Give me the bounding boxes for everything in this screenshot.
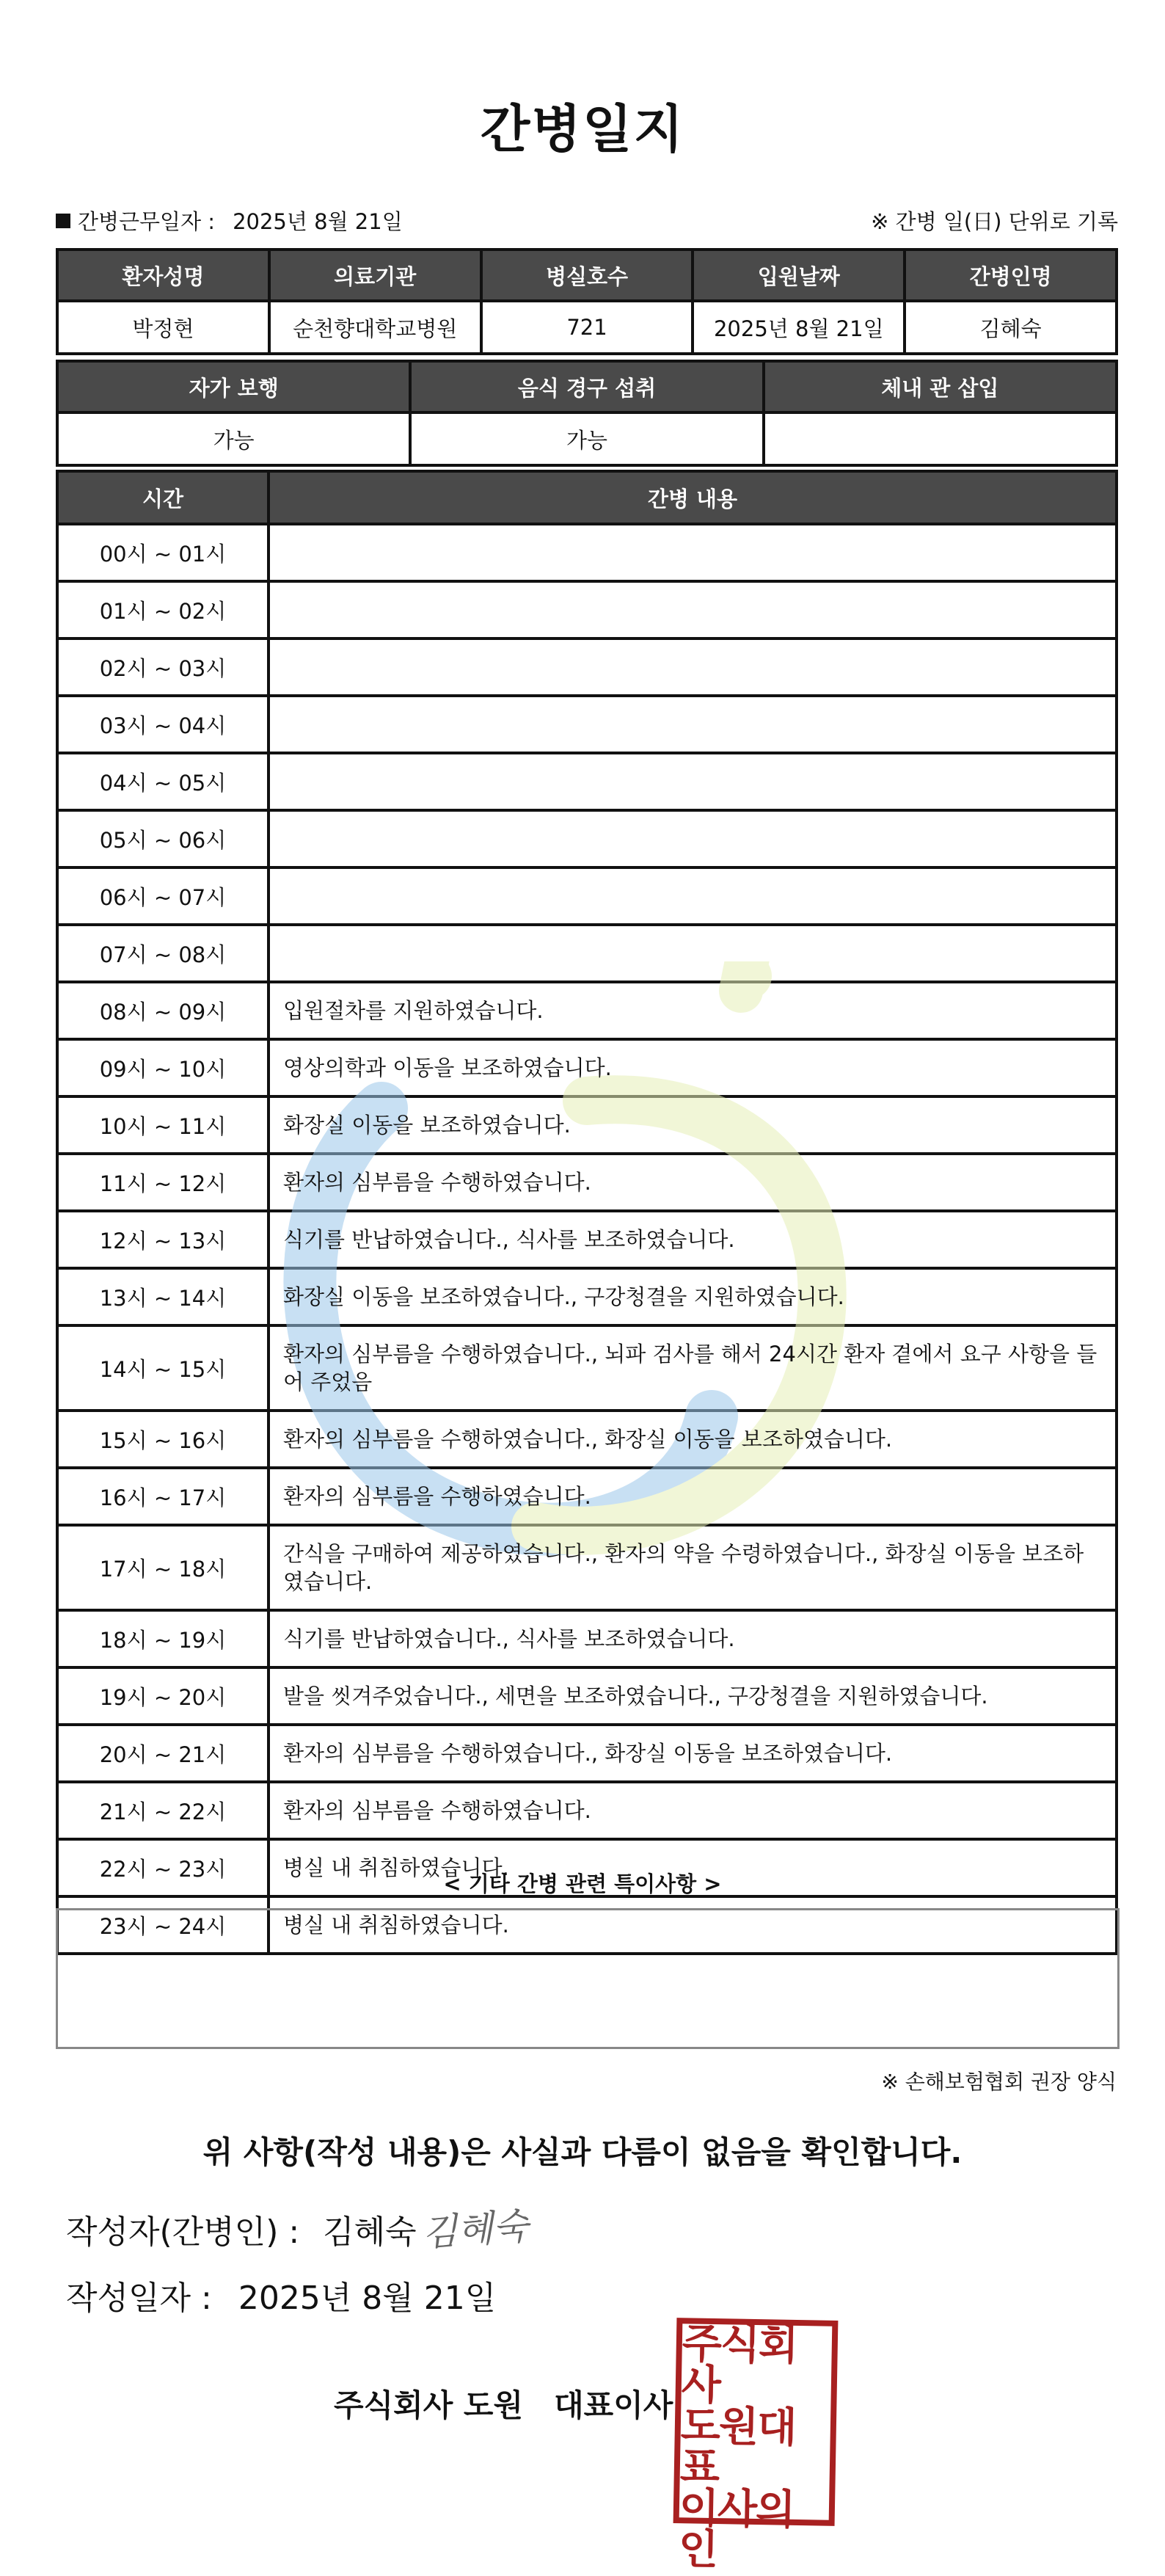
log-time: 22시 ~ 23시 xyxy=(57,1839,269,1896)
stamp-line-1: 주식회사 xyxy=(681,2320,797,2410)
log-content: 간식을 구매하여 제공하였습니다., 환자의 약을 수령하였습니다., 화장실 이동을 보조하였습니다. xyxy=(269,1525,1117,1610)
log-row xyxy=(57,696,1117,753)
log-content xyxy=(269,581,1117,638)
log-row xyxy=(57,1725,1117,1782)
patient-status-table xyxy=(56,360,1118,467)
medical-institution: 순천향대학교병원 xyxy=(269,301,481,354)
log-body xyxy=(57,524,1117,1954)
company-seal-stamp xyxy=(673,2318,839,2575)
header-tube-insertion: 체내 관 삽입 xyxy=(764,361,1117,412)
log-time: 17시 ~ 18시 xyxy=(57,1525,269,1610)
log-time: 01시 ~ 02시 xyxy=(57,581,269,638)
log-row xyxy=(57,1525,1117,1610)
writer-signature: 김혜숙 xyxy=(420,2205,530,2255)
log-time: 00시 ~ 01시 xyxy=(57,524,269,581)
header-patient-name: 환자성명 xyxy=(57,250,269,301)
square-bullet-icon xyxy=(56,214,70,228)
log-time: 04시 ~ 05시 xyxy=(57,753,269,810)
log-row xyxy=(57,1468,1117,1525)
log-content: 환자의 심부름을 수행하였습니다. xyxy=(269,1468,1117,1525)
patient-info-header-row xyxy=(57,250,1117,301)
log-content: 환자의 심부름을 수행하였습니다., 화장실 이동을 보조하였습니다. xyxy=(269,1411,1117,1468)
work-date-line xyxy=(56,205,403,236)
log-row xyxy=(57,1096,1117,1154)
header-oral-intake: 음식 경구 섭취 xyxy=(410,361,763,412)
writer-label: 작성자(간병인) : xyxy=(66,2213,300,2251)
log-row xyxy=(57,524,1117,581)
log-time: 15시 ~ 16시 xyxy=(57,1411,269,1468)
log-time: 11시 ~ 12시 xyxy=(57,1154,269,1211)
confirmation-statement: 위 사항(작성 내용)은 사실과 다름이 없음을 확인합니다. xyxy=(202,2134,963,2170)
write-date-line xyxy=(66,2271,496,2318)
log-time: 07시 ~ 08시 xyxy=(57,925,269,982)
log-row xyxy=(57,1610,1117,1667)
patient-info-value-row xyxy=(57,301,1117,354)
log-time: 05시 ~ 06시 xyxy=(57,810,269,867)
company-title: 대표이사 xyxy=(554,2387,673,2423)
work-date-value: 2025년 8월 21일 xyxy=(233,209,403,234)
header-caregiver-name: 간병인명 xyxy=(905,250,1117,301)
log-row xyxy=(57,1039,1117,1096)
log-row xyxy=(57,1211,1117,1268)
header-time: 시간 xyxy=(57,471,269,524)
stamp-line-2: 도원대표 xyxy=(679,2402,796,2492)
log-content: 입원절차를 지원하였습니다. xyxy=(269,982,1117,1039)
writer-line xyxy=(66,2205,417,2252)
log-content: 영상의학과 이동을 보조하였습니다. xyxy=(269,1039,1117,1096)
log-time: 21시 ~ 22시 xyxy=(57,1782,269,1839)
log-time: 23시 ~ 24시 xyxy=(57,1896,269,1954)
log-content xyxy=(269,925,1117,982)
log-row xyxy=(57,638,1117,696)
record-unit-note: ※ 간병 일(日) 단위로 기록 xyxy=(871,209,1118,234)
header-self-walking: 자가 보행 xyxy=(57,361,410,412)
tube-insertion-value xyxy=(764,412,1117,465)
log-time: 03시 ~ 04시 xyxy=(57,696,269,753)
log-header-row xyxy=(57,471,1117,524)
log-content: 발을 씻겨주었습니다., 세면을 보조하였습니다., 구강청결을 지원하였습니다. xyxy=(269,1667,1117,1725)
log-time: 14시 ~ 15시 xyxy=(57,1325,269,1411)
log-content xyxy=(269,867,1117,925)
log-row xyxy=(57,1411,1117,1468)
log-content: 환자의 심부름을 수행하였습니다. xyxy=(269,1154,1117,1211)
log-content: 환자의 심부름을 수행하였습니다., 화장실 이동을 보조하였습니다. xyxy=(269,1725,1117,1782)
log-time: 20시 ~ 21시 xyxy=(57,1725,269,1782)
log-content xyxy=(269,696,1117,753)
log-row xyxy=(57,1154,1117,1211)
log-row xyxy=(57,753,1117,810)
log-time: 09시 ~ 10시 xyxy=(57,1039,269,1096)
log-content: 화장실 이동을 보조하였습니다., 구강청결을 지원하였습니다. xyxy=(269,1268,1117,1325)
log-row xyxy=(57,1268,1117,1325)
log-time: 06시 ~ 07시 xyxy=(57,867,269,925)
header-care-content: 간병 내용 xyxy=(269,471,1117,524)
log-row xyxy=(57,581,1117,638)
log-content: 병실 내 취침하였습니다. xyxy=(269,1839,1117,1896)
log-time: 16시 ~ 17시 xyxy=(57,1468,269,1525)
log-row xyxy=(57,867,1117,925)
patient-status-header-row xyxy=(57,361,1117,412)
log-time: 10시 ~ 11시 xyxy=(57,1096,269,1154)
caregiver-name: 김혜숙 xyxy=(905,301,1117,354)
log-content: 병실 내 취침하였습니다. xyxy=(269,1896,1117,1954)
write-date-label: 작성일자 : xyxy=(66,2280,212,2317)
insurance-form-note: ※ 손해보험협회 권장 양식 xyxy=(881,2070,1117,2094)
log-content xyxy=(269,753,1117,810)
log-content: 환자의 심부름을 수행하였습니다. xyxy=(269,1782,1117,1839)
log-time: 18시 ~ 19시 xyxy=(57,1610,269,1667)
stamp-line-3: 이사의인 xyxy=(678,2484,795,2575)
log-content: 식기를 반납하였습니다., 식사를 보조하였습니다. xyxy=(269,1610,1117,1667)
log-time: 13시 ~ 14시 xyxy=(57,1268,269,1325)
oral-intake-value: 가능 xyxy=(410,412,763,465)
log-content xyxy=(269,524,1117,581)
work-date-label: 간병근무일자 : xyxy=(78,209,216,234)
header-medical-institution: 의료기관 xyxy=(269,250,481,301)
patient-name: 박정현 xyxy=(57,301,269,354)
remarks-title: < 기타 간병 관련 특이사항 > xyxy=(443,1871,722,1896)
log-row xyxy=(57,810,1117,867)
company-name: 주식회사 도원 xyxy=(334,2387,524,2423)
log-time: 08시 ~ 09시 xyxy=(57,982,269,1039)
log-content: 화장실 이동을 보조하였습니다. xyxy=(269,1096,1117,1154)
patient-info-table xyxy=(56,248,1118,355)
admission-date: 2025년 8월 21일 xyxy=(693,301,905,354)
log-row xyxy=(57,982,1117,1039)
hourly-care-log-table xyxy=(56,470,1118,1955)
log-row xyxy=(57,925,1117,982)
document-title: 간병일지 xyxy=(480,99,685,159)
log-content: 식기를 반납하였습니다., 식사를 보조하였습니다. xyxy=(269,1211,1117,1268)
room-number: 721 xyxy=(481,301,693,354)
write-date-value: 2025년 8월 21일 xyxy=(238,2280,497,2317)
header-room-number: 병실호수 xyxy=(481,250,693,301)
log-row xyxy=(57,1325,1117,1411)
patient-status-value-row xyxy=(57,412,1117,465)
company-line xyxy=(334,2382,673,2426)
log-content xyxy=(269,810,1117,867)
self-walking-value: 가능 xyxy=(57,412,410,465)
log-time: 02시 ~ 03시 xyxy=(57,638,269,696)
log-row xyxy=(57,1667,1117,1725)
log-row xyxy=(57,1782,1117,1839)
log-time: 19시 ~ 20시 xyxy=(57,1667,269,1725)
log-content xyxy=(269,638,1117,696)
log-time: 12시 ~ 13시 xyxy=(57,1211,269,1268)
header-admission-date: 입원날짜 xyxy=(693,250,905,301)
log-content: 환자의 심부름을 수행하였습니다., 뇌파 검사를 해서 24시간 환자 곁에서 요구 사항을 들어 주었음 xyxy=(269,1325,1117,1411)
writer-name: 김혜숙 xyxy=(323,2213,417,2251)
